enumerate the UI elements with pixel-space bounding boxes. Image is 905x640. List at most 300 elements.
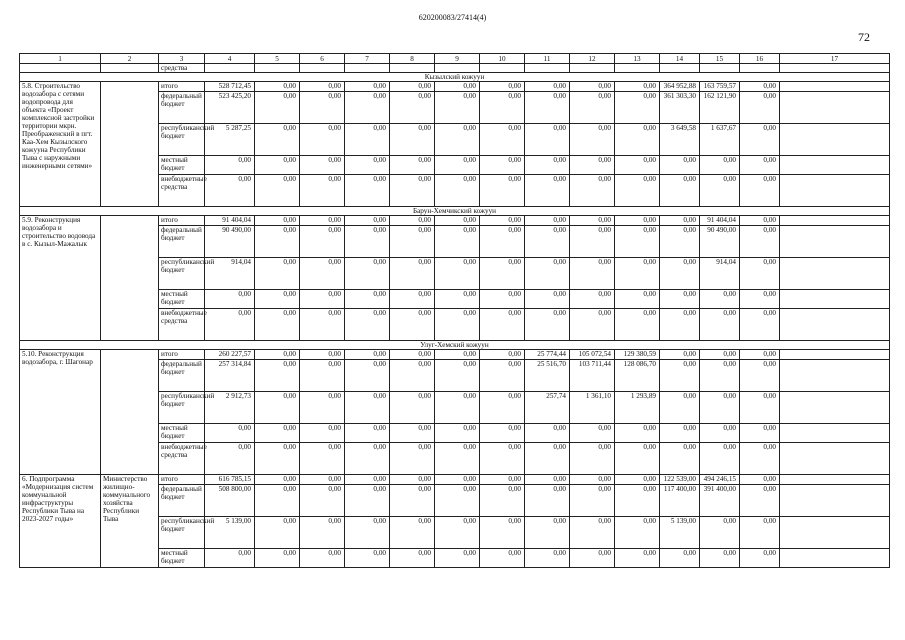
carry-cell xyxy=(615,64,660,73)
value-cell xyxy=(780,124,890,156)
funding-source-cell: федеральный бюджет xyxy=(159,485,205,517)
carry-cell xyxy=(435,64,480,73)
value-cell xyxy=(780,350,890,360)
value-cell: 0,00 xyxy=(255,258,300,290)
column-number: 1 xyxy=(20,54,101,64)
value-cell: 0,00 xyxy=(480,485,525,517)
value-cell: 914,04 xyxy=(700,258,740,290)
value-cell: 0,00 xyxy=(740,156,780,175)
value-cell: 0,00 xyxy=(740,290,780,309)
value-cell: 0,00 xyxy=(435,350,480,360)
carry-over-row xyxy=(20,64,890,73)
carry-cell xyxy=(255,64,300,73)
value-cell: 0,00 xyxy=(435,392,480,424)
value-cell: 0,00 xyxy=(700,175,740,207)
value-cell: 0,00 xyxy=(615,517,660,549)
value-cell: 1 361,10 xyxy=(570,392,615,424)
funding-source-cell: итого xyxy=(159,350,205,360)
value-cell: 616 785,15 xyxy=(205,475,255,485)
funding-source-cell: внебюджетные средства xyxy=(159,309,205,341)
value-cell: 0,00 xyxy=(300,350,345,360)
carry-cell xyxy=(20,64,101,73)
value-cell: 0,00 xyxy=(480,92,525,124)
value-cell: 0,00 xyxy=(480,475,525,485)
value-cell: 0,00 xyxy=(345,424,390,443)
funding-source-cell: местный бюджет xyxy=(159,290,205,309)
district-title: Кызылский кожуун xyxy=(20,73,890,82)
value-cell: 5 139,00 xyxy=(660,517,700,549)
value-cell: 0,00 xyxy=(435,226,480,258)
value-cell: 0,00 xyxy=(300,82,345,92)
value-cell: 0,00 xyxy=(615,258,660,290)
carry-cell xyxy=(480,64,525,73)
value-cell: 0,00 xyxy=(525,175,570,207)
value-cell: 0,00 xyxy=(570,92,615,124)
value-cell: 257,74 xyxy=(525,392,570,424)
value-cell: 0,00 xyxy=(345,549,390,568)
value-cell: 0,00 xyxy=(525,443,570,475)
value-cell: 0,00 xyxy=(435,156,480,175)
value-cell: 0,00 xyxy=(615,226,660,258)
value-cell: 0,00 xyxy=(345,216,390,226)
funding-source-cell: федеральный бюджет xyxy=(159,360,205,392)
value-cell: 0,00 xyxy=(435,92,480,124)
value-cell: 0,00 xyxy=(300,124,345,156)
value-cell: 0,00 xyxy=(570,258,615,290)
district-title: Барун-Хемчикский кожуун xyxy=(20,207,890,216)
carry-cell xyxy=(525,64,570,73)
column-number: 4 xyxy=(205,54,255,64)
table-row xyxy=(20,475,890,485)
value-cell: 3 649,58 xyxy=(660,124,700,156)
value-cell: 0,00 xyxy=(740,517,780,549)
value-cell: 0,00 xyxy=(345,258,390,290)
value-cell: 0,00 xyxy=(300,392,345,424)
value-cell: 0,00 xyxy=(570,309,615,341)
value-cell: 90 490,00 xyxy=(205,226,255,258)
column-number: 16 xyxy=(740,54,780,64)
measure-name-cell: 6. Подпрограмма «Модернизация систем коммунальной инфраструктуры Республики Тыва на 2023-2027 годы» xyxy=(20,475,101,568)
executor-cell xyxy=(101,350,159,475)
column-number: 13 xyxy=(615,54,660,64)
value-cell: 0,00 xyxy=(255,517,300,549)
value-cell: 0,00 xyxy=(345,350,390,360)
value-cell: 0,00 xyxy=(345,92,390,124)
district-header-row xyxy=(20,73,890,82)
value-cell: 0,00 xyxy=(390,475,435,485)
value-cell xyxy=(780,82,890,92)
column-number: 10 xyxy=(480,54,525,64)
value-cell: 0,00 xyxy=(435,82,480,92)
value-cell: 0,00 xyxy=(740,226,780,258)
value-cell: 5 139,00 xyxy=(205,517,255,549)
value-cell: 0,00 xyxy=(390,92,435,124)
value-cell: 0,00 xyxy=(660,175,700,207)
value-cell: 0,00 xyxy=(525,82,570,92)
column-number: 7 xyxy=(345,54,390,64)
value-cell: 0,00 xyxy=(345,309,390,341)
value-cell: 0,00 xyxy=(345,175,390,207)
value-cell: 0,00 xyxy=(700,290,740,309)
carry-cell xyxy=(700,64,740,73)
value-cell: 0,00 xyxy=(615,290,660,309)
value-cell: 0,00 xyxy=(570,424,615,443)
value-cell: 391 400,00 xyxy=(700,485,740,517)
value-cell: 0,00 xyxy=(390,392,435,424)
value-cell: 0,00 xyxy=(570,156,615,175)
carry-cell xyxy=(390,64,435,73)
value-cell: 0,00 xyxy=(345,82,390,92)
value-cell xyxy=(780,290,890,309)
value-cell: 0,00 xyxy=(435,175,480,207)
value-cell: 0,00 xyxy=(525,258,570,290)
funding-source-cell: республиканский бюджет xyxy=(159,517,205,549)
value-cell: 0,00 xyxy=(300,443,345,475)
value-cell: 0,00 xyxy=(435,549,480,568)
value-cell: 0,00 xyxy=(480,226,525,258)
value-cell: 0,00 xyxy=(390,290,435,309)
value-cell xyxy=(780,175,890,207)
value-cell: 0,00 xyxy=(205,156,255,175)
value-cell: 0,00 xyxy=(205,290,255,309)
executor-cell xyxy=(101,216,159,341)
value-cell: 0,00 xyxy=(615,485,660,517)
value-cell: 0,00 xyxy=(300,290,345,309)
value-cell: 0,00 xyxy=(205,175,255,207)
value-cell: 0,00 xyxy=(700,392,740,424)
value-cell xyxy=(780,517,890,549)
value-cell: 0,00 xyxy=(525,309,570,341)
value-cell: 0,00 xyxy=(480,549,525,568)
value-cell: 0,00 xyxy=(660,392,700,424)
carry-cell xyxy=(300,64,345,73)
value-cell: 0,00 xyxy=(615,124,660,156)
value-cell: 103 711,44 xyxy=(570,360,615,392)
value-cell: 0,00 xyxy=(480,258,525,290)
value-cell: 0,00 xyxy=(525,216,570,226)
value-cell: 260 227,57 xyxy=(205,350,255,360)
carry-cell xyxy=(205,64,255,73)
value-cell: 0,00 xyxy=(700,350,740,360)
value-cell: 25 774,44 xyxy=(525,350,570,360)
value-cell: 523 425,20 xyxy=(205,92,255,124)
value-cell: 5 287,25 xyxy=(205,124,255,156)
value-cell: 0,00 xyxy=(300,156,345,175)
value-cell: 0,00 xyxy=(740,360,780,392)
value-cell: 0,00 xyxy=(390,226,435,258)
value-cell: 0,00 xyxy=(570,82,615,92)
value-cell: 0,00 xyxy=(480,360,525,392)
funding-source-cell: федеральный бюджет xyxy=(159,92,205,124)
column-number: 6 xyxy=(300,54,345,64)
column-number: 3 xyxy=(159,54,205,64)
measure-name-cell: 5.9. Реконструкция водозабора и строительство водовода в с. Кызыл-Мажалык xyxy=(20,216,101,341)
value-cell: 0,00 xyxy=(390,485,435,517)
value-cell: 0,00 xyxy=(480,309,525,341)
value-cell: 0,00 xyxy=(390,258,435,290)
value-cell: 0,00 xyxy=(740,92,780,124)
value-cell: 0,00 xyxy=(255,156,300,175)
value-cell: 129 380,59 xyxy=(615,350,660,360)
value-cell xyxy=(780,549,890,568)
carry-cell: средства xyxy=(159,64,205,73)
column-number: 14 xyxy=(660,54,700,64)
value-cell: 0,00 xyxy=(570,475,615,485)
value-cell: 0,00 xyxy=(255,309,300,341)
value-cell: 122 539,00 xyxy=(660,475,700,485)
value-cell: 0,00 xyxy=(740,216,780,226)
value-cell: 0,00 xyxy=(435,309,480,341)
value-cell: 0,00 xyxy=(435,517,480,549)
funding-source-cell: внебюджетные средства xyxy=(159,175,205,207)
value-cell: 0,00 xyxy=(390,549,435,568)
value-cell: 0,00 xyxy=(615,175,660,207)
value-cell: 0,00 xyxy=(615,216,660,226)
value-cell: 0,00 xyxy=(570,290,615,309)
value-cell: 0,00 xyxy=(615,424,660,443)
value-cell: 0,00 xyxy=(300,424,345,443)
value-cell: 0,00 xyxy=(740,392,780,424)
value-cell: 0,00 xyxy=(700,443,740,475)
table-row xyxy=(20,350,890,360)
value-cell: 90 490,00 xyxy=(700,226,740,258)
value-cell: 0,00 xyxy=(615,443,660,475)
value-cell: 0,00 xyxy=(345,124,390,156)
value-cell: 0,00 xyxy=(300,517,345,549)
funding-source-cell: республиканский бюджет xyxy=(159,392,205,424)
value-cell: 0,00 xyxy=(345,475,390,485)
value-cell: 0,00 xyxy=(615,309,660,341)
value-cell: 0,00 xyxy=(480,392,525,424)
carry-cell xyxy=(660,64,700,73)
column-number: 8 xyxy=(390,54,435,64)
value-cell: 0,00 xyxy=(570,443,615,475)
value-cell: 0,00 xyxy=(660,443,700,475)
funding-source-cell: внебюджетные средства xyxy=(159,443,205,475)
value-cell: 0,00 xyxy=(300,360,345,392)
value-cell: 0,00 xyxy=(570,226,615,258)
district-header-row xyxy=(20,341,890,350)
value-cell: 0,00 xyxy=(255,92,300,124)
value-cell: 0,00 xyxy=(660,424,700,443)
value-cell: 0,00 xyxy=(660,360,700,392)
value-cell: 0,00 xyxy=(660,290,700,309)
funding-source-cell: итого xyxy=(159,82,205,92)
table-body xyxy=(20,54,890,568)
value-cell: 117 400,00 xyxy=(660,485,700,517)
value-cell: 0,00 xyxy=(345,392,390,424)
value-cell: 0,00 xyxy=(435,360,480,392)
value-cell: 0,00 xyxy=(345,360,390,392)
carry-cell xyxy=(345,64,390,73)
value-cell: 0,00 xyxy=(700,424,740,443)
value-cell: 914,04 xyxy=(205,258,255,290)
value-cell: 0,00 xyxy=(345,290,390,309)
value-cell: 0,00 xyxy=(660,258,700,290)
value-cell: 1 293,89 xyxy=(615,392,660,424)
budget-table xyxy=(19,53,890,568)
value-cell: 0,00 xyxy=(300,216,345,226)
value-cell: 0,00 xyxy=(740,82,780,92)
value-cell: 0,00 xyxy=(480,350,525,360)
value-cell xyxy=(780,226,890,258)
value-cell: 0,00 xyxy=(435,124,480,156)
value-cell: 0,00 xyxy=(345,443,390,475)
value-cell: 0,00 xyxy=(525,226,570,258)
value-cell: 0,00 xyxy=(525,549,570,568)
value-cell xyxy=(780,156,890,175)
value-cell: 91 404,04 xyxy=(205,216,255,226)
value-cell: 0,00 xyxy=(480,443,525,475)
value-cell: 1 637,67 xyxy=(700,124,740,156)
value-cell: 0,00 xyxy=(700,517,740,549)
value-cell: 0,00 xyxy=(435,475,480,485)
carry-cell xyxy=(570,64,615,73)
value-cell xyxy=(780,485,890,517)
value-cell: 0,00 xyxy=(345,517,390,549)
value-cell: 0,00 xyxy=(300,226,345,258)
value-cell: 0,00 xyxy=(480,82,525,92)
value-cell: 0,00 xyxy=(205,549,255,568)
district-title: Улуг-Хемский кожуун xyxy=(20,341,890,350)
value-cell: 0,00 xyxy=(480,156,525,175)
value-cell: 0,00 xyxy=(390,124,435,156)
column-number: 15 xyxy=(700,54,740,64)
value-cell: 0,00 xyxy=(740,258,780,290)
value-cell: 0,00 xyxy=(740,475,780,485)
value-cell: 0,00 xyxy=(660,309,700,341)
value-cell xyxy=(780,392,890,424)
table-row xyxy=(20,216,890,226)
value-cell: 0,00 xyxy=(255,392,300,424)
value-cell: 0,00 xyxy=(390,424,435,443)
value-cell: 91 404,04 xyxy=(700,216,740,226)
value-cell: 0,00 xyxy=(740,549,780,568)
value-cell: 0,00 xyxy=(435,424,480,443)
value-cell: 0,00 xyxy=(435,443,480,475)
page-number: 72 xyxy=(858,30,870,44)
value-cell: 0,00 xyxy=(480,175,525,207)
column-number: 2 xyxy=(101,54,159,64)
value-cell: 528 712,45 xyxy=(205,82,255,92)
carry-cell xyxy=(780,64,890,73)
value-cell: 0,00 xyxy=(255,290,300,309)
executor-cell xyxy=(101,82,159,207)
funding-source-cell: республиканский бюджет xyxy=(159,124,205,156)
table-row xyxy=(20,82,890,92)
value-cell: 0,00 xyxy=(740,175,780,207)
value-cell: 0,00 xyxy=(700,309,740,341)
value-cell: 0,00 xyxy=(480,517,525,549)
value-cell: 0,00 xyxy=(660,549,700,568)
value-cell: 0,00 xyxy=(255,82,300,92)
value-cell: 0,00 xyxy=(525,156,570,175)
funding-source-cell: местный бюджет xyxy=(159,156,205,175)
value-cell: 128 086,70 xyxy=(615,360,660,392)
value-cell: 0,00 xyxy=(740,443,780,475)
column-number-row xyxy=(20,54,890,64)
value-cell: 0,00 xyxy=(740,124,780,156)
value-cell: 0,00 xyxy=(570,124,615,156)
value-cell: 0,00 xyxy=(570,216,615,226)
value-cell: 508 800,00 xyxy=(205,485,255,517)
value-cell: 0,00 xyxy=(435,258,480,290)
funding-source-cell: федеральный бюджет xyxy=(159,226,205,258)
column-number: 17 xyxy=(780,54,890,64)
value-cell: 0,00 xyxy=(255,475,300,485)
value-cell: 0,00 xyxy=(205,443,255,475)
value-cell: 494 246,15 xyxy=(700,475,740,485)
value-cell: 0,00 xyxy=(570,549,615,568)
value-cell: 0,00 xyxy=(300,258,345,290)
value-cell: 0,00 xyxy=(300,475,345,485)
value-cell: 0,00 xyxy=(700,360,740,392)
value-cell: 0,00 xyxy=(300,549,345,568)
column-number: 12 xyxy=(570,54,615,64)
funding-source-cell: местный бюджет xyxy=(159,549,205,568)
value-cell: 0,00 xyxy=(300,309,345,341)
value-cell: 0,00 xyxy=(570,485,615,517)
value-cell: 0,00 xyxy=(300,175,345,207)
value-cell: 0,00 xyxy=(435,216,480,226)
value-cell: 0,00 xyxy=(255,549,300,568)
value-cell: 0,00 xyxy=(660,216,700,226)
value-cell: 0,00 xyxy=(700,156,740,175)
value-cell: 0,00 xyxy=(525,485,570,517)
value-cell: 0,00 xyxy=(255,216,300,226)
value-cell: 0,00 xyxy=(615,156,660,175)
value-cell: 0,00 xyxy=(615,92,660,124)
value-cell: 0,00 xyxy=(700,549,740,568)
value-cell xyxy=(780,443,890,475)
value-cell: 0,00 xyxy=(390,443,435,475)
value-cell: 0,00 xyxy=(435,485,480,517)
funding-source-cell: республиканский бюджет xyxy=(159,258,205,290)
column-number: 11 xyxy=(525,54,570,64)
value-cell xyxy=(780,360,890,392)
value-cell: 0,00 xyxy=(255,226,300,258)
value-cell xyxy=(780,92,890,124)
value-cell: 0,00 xyxy=(480,424,525,443)
value-cell: 0,00 xyxy=(390,156,435,175)
carry-cell xyxy=(740,64,780,73)
value-cell: 0,00 xyxy=(300,92,345,124)
value-cell: 0,00 xyxy=(615,82,660,92)
value-cell: 2 912,73 xyxy=(205,392,255,424)
value-cell xyxy=(780,424,890,443)
value-cell: 0,00 xyxy=(345,485,390,517)
document-id: 620200083/27414(4) xyxy=(418,13,487,22)
value-cell: 0,00 xyxy=(300,485,345,517)
value-cell xyxy=(780,216,890,226)
value-cell: 162 121,90 xyxy=(700,92,740,124)
value-cell: 0,00 xyxy=(480,124,525,156)
measure-name-cell: 5.8. Строительство водозабора с сетями водопровода для объекта «Проект комплексной застройки территории мкрн. Преображенский в пгт. Каа-Хем Кызылского кожууна Республики Тыва с наружными инженерными сетями» xyxy=(20,82,101,207)
value-cell: 0,00 xyxy=(570,517,615,549)
value-cell: 0,00 xyxy=(525,92,570,124)
value-cell: 0,00 xyxy=(255,485,300,517)
value-cell: 0,00 xyxy=(525,475,570,485)
value-cell: 0,00 xyxy=(615,549,660,568)
value-cell: 0,00 xyxy=(255,424,300,443)
district-header-row xyxy=(20,207,890,216)
value-cell: 0,00 xyxy=(390,350,435,360)
value-cell: 0,00 xyxy=(255,350,300,360)
value-cell: 0,00 xyxy=(390,216,435,226)
value-cell: 0,00 xyxy=(435,290,480,309)
funding-source-cell: итого xyxy=(159,216,205,226)
value-cell: 0,00 xyxy=(345,156,390,175)
